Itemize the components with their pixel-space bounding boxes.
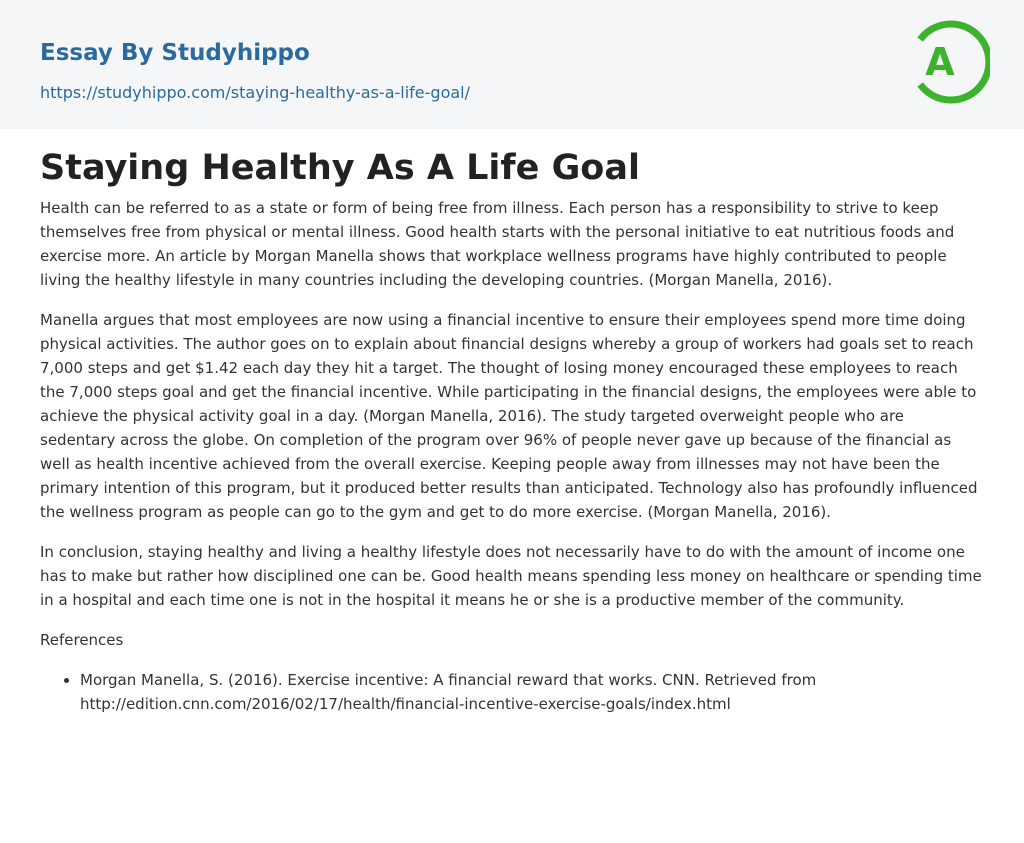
brand-title[interactable]: Essay By Studyhippo	[40, 40, 310, 66]
site-header	[0, 0, 1024, 129]
essay-title: Staying Healthy As A Life Goal	[40, 148, 640, 188]
essay-url-link[interactable]: https://studyhippo.com/staying-healthy-as-a-life-goal/	[40, 83, 471, 102]
essay-paragraph: In conclusion, staying healthy and living a healthy lifestyle does not necessarily have to do with the amount of income one has to make but rather how disciplined one can be. Good health means spending less money on healthcare or spending time in a hospital and each time one is not in the hospital it means he or she is a productive member of the community.	[40, 543, 982, 609]
essay-content	[40, 144, 984, 716]
reference-item: • Morgan Manella, S. (2016). Exercise incentive: A financial reward that works. CNN. Retrieved from http://edition.cnn.com/2016/02/17/health/financial-incentive-exercise-goals/index.html	[80, 668, 984, 716]
essay-paragraph: Manella argues that most employees are now using a financial incentive to ensure their employees spend more time doing physical activities. The author goes on to explain about financial designs whereby a group of workers had goals set to reach 7,000 steps and get $1.42 each day they hit a target. The thought of losing money encouraged these employees to reach the 7,000 steps goal and get the financial incentive. While participating in the financial designs, the employees were able to achieve the physical activity goal in a day. (Morgan Manella, 2016). The study targeted overweight people who are sedentary across the globe. On completion of the program over 96% of people never gave up because of the financial as well as health incentive achieved from the overall exercise. Keeping people away from illnesses may not have been the primary intention of this program, but it produced better results than anticipated. Technology also has profoundly influenced the wellness program as people can go to the gym and get to do more exercise. (Morgan Manella, 2016).	[40, 311, 978, 521]
studyhippo-logo-icon[interactable]	[904, 18, 990, 106]
references-list	[40, 668, 984, 716]
logo-letter: A	[925, 40, 955, 84]
essay-paragraph: Health can be referred to as a state or form of being free from illness. Each person has a responsibility to strive to keep themselves free from physical or mental illness. Good health starts with the personal initiative to eat nutritious foods and exercise more. An article by Morgan Manella shows that workplace wellness programs have highly contributed to people living the healthy lifestyle in many countries including the developing countries. (Morgan Manella, 2016).	[40, 199, 955, 289]
references-heading: References	[40, 631, 124, 649]
